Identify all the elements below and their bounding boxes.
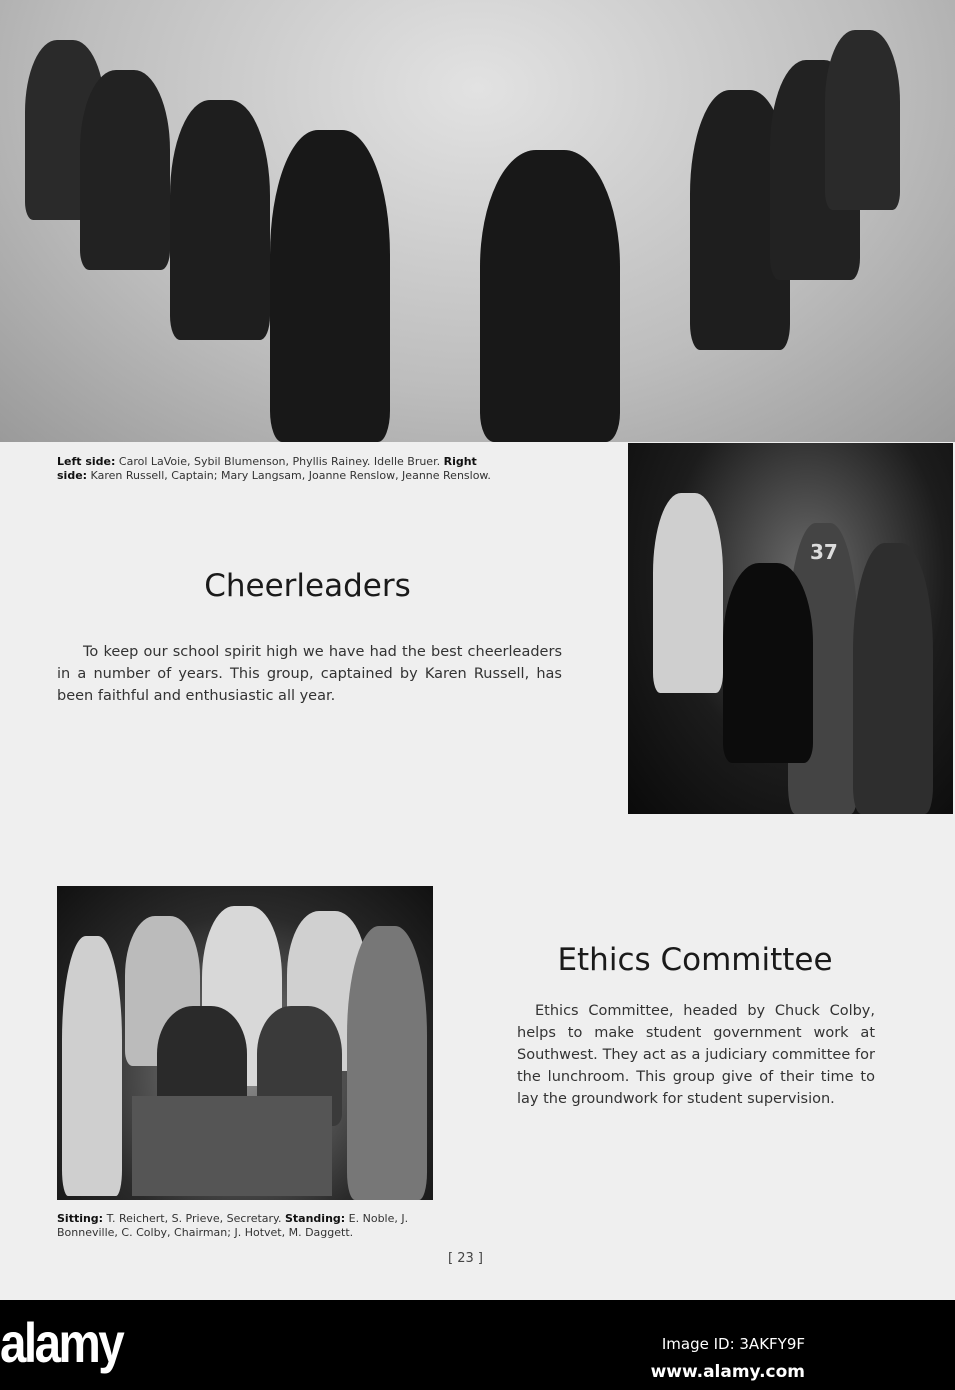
alamy-logo: alamy [0, 1311, 123, 1374]
image-id: Image ID: 3AKFY9F [661, 1335, 805, 1353]
ethics-body: Ethics Committee, headed by Chuck Colby, helps to make student government work at Southwest. They act as a judiciary committee for the lunchroom. This group give of their time to lay the groundwork for student supervision. [517, 1003, 875, 1107]
cheerleaders-caption [57, 455, 507, 483]
basketball-photo [628, 443, 953, 814]
cheerleaders-title: Cheerleaders [204, 568, 411, 604]
caption-text: T. Reichert, S. Prieve, Secretary. [103, 1212, 285, 1225]
ethics-caption [57, 1212, 447, 1240]
alamy-url[interactable]: www.alamy.com [650, 1362, 805, 1382]
ethics-committee-photo [57, 886, 433, 1200]
caption-label: Standing: [284, 1212, 346, 1225]
caption-text: Karen Russell, Captain; Mary Langsam, Joanne Renslow, Jeanne Renslow. [87, 469, 491, 482]
caption-label: Right side: [57, 455, 477, 482]
image-info [651, 1330, 805, 1386]
caption-text: E. Noble, J. Bonneville, C. Colby, Chairman; J. Hotvet, M. Daggett. [57, 1212, 409, 1239]
page-number: [ 23 ] [448, 1251, 483, 1266]
cheerleaders-photo [0, 0, 955, 442]
jersey-number: 37 [810, 540, 838, 564]
caption-text: Carol LaVoie, Sybil Blumenson, Phyllis Rainey. Idelle Bruer. [115, 455, 444, 468]
cheerleaders-body: To keep our school spirit high we have had the best cheerleaders in a number of years. This group, captained by Karen Russell, has been faithful and enthusiastic all year. [57, 644, 562, 704]
caption-label: Sitting: [57, 1212, 104, 1225]
ethics-title: Ethics Committee [557, 942, 833, 978]
watermark-banner [0, 1300, 955, 1390]
caption-label: Left side: [57, 455, 116, 468]
